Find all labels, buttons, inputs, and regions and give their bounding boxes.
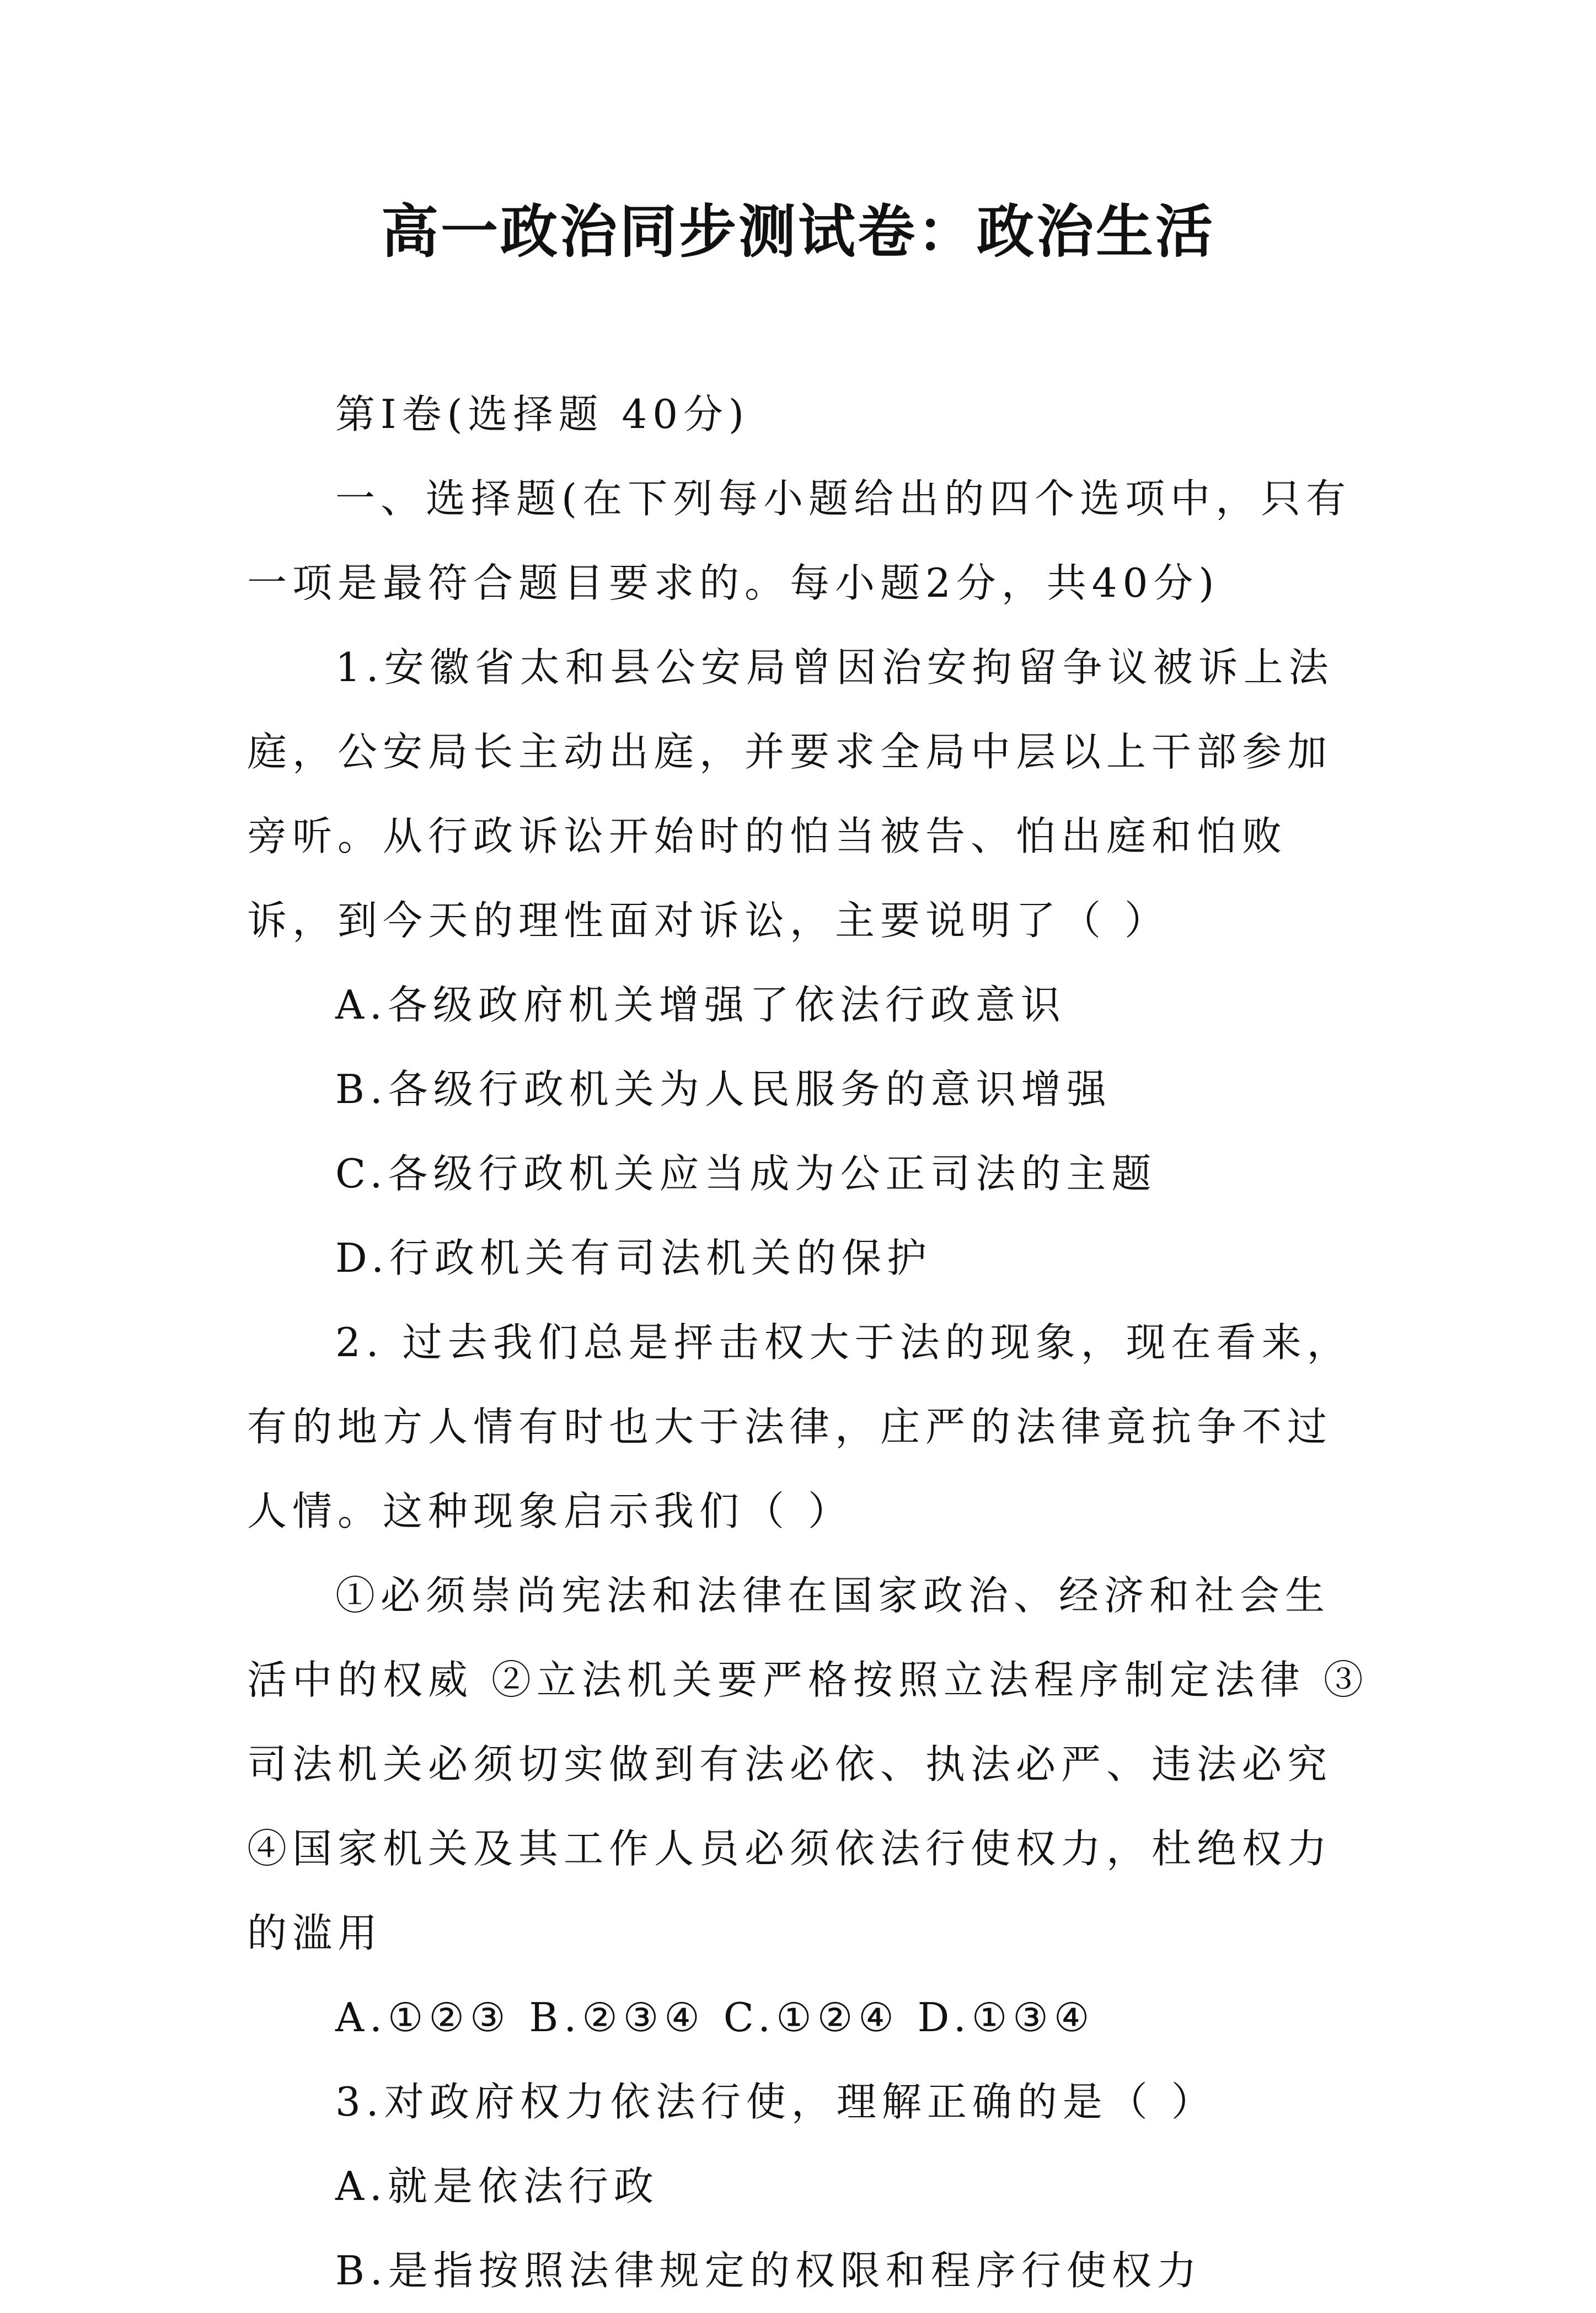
question-1-stem: 1.安徽省太和县公安局曾因治安拘留争议被诉上法庭，公安局长主动出庭，并要求全局中层以上干部参加旁听。从行政诉讼开始时的怕当被告、怕出庭和怕败诉，到今天的理性面对诉讼，主要说明了（ ） (247, 644, 1334, 944)
document-title: 高一政治同步测试卷：政治生活 (381, 197, 1215, 265)
question-1-option-c: C.各级行政机关应当成为公正司法的主题 (335, 1150, 1157, 1197)
question-1-option-a: A.各级政府机关增强了依法行政意识 (335, 982, 1066, 1028)
question-2-options: A.①②③ B.②③④ C.①②④ D.①③④ (335, 1994, 1095, 2041)
question-2-statements: ①必须崇尚宪法和法律在国家政治、经济和社会生活中的权威 ②立法机关要严格按照立法程序制定法律 ③司法机关必须切实做到有法必依、执法必严、违法必究 ④国家机关及其工作人员必须依法行使权力，杜绝权力的滥用 (247, 1572, 1369, 1956)
question-1-option-b: B.各级行政机关为人民服务的意识增强 (335, 1066, 1112, 1112)
question-1-option-d: D.行政机关有司法机关的保护 (335, 1235, 933, 1281)
section-heading: 第Ⅰ卷(选择题 40分) (335, 391, 750, 437)
instructions: 一、选择题(在下列每小题给出的四个选项中，只有一项是最符合题目要求的。每小题2分，共40分) (247, 475, 1352, 606)
exam-body (247, 372, 1372, 2313)
question-3-option-a: A.就是依法行政 (335, 2163, 659, 2209)
question-3-stem: 3.对政府权力依法行使，理解正确的是（ ） (335, 2079, 1217, 2125)
question-2-stem: 2. 过去我们总是抨击权大于法的现象，现在看来，有的地方人情有时也大于法律，庄严的法律竟抗争不过人情。这种现象启示我们（ ） (247, 1319, 1352, 1534)
question-3-option-b: B.是指按照法律规定的权限和程序行使权力 (335, 2247, 1202, 2294)
